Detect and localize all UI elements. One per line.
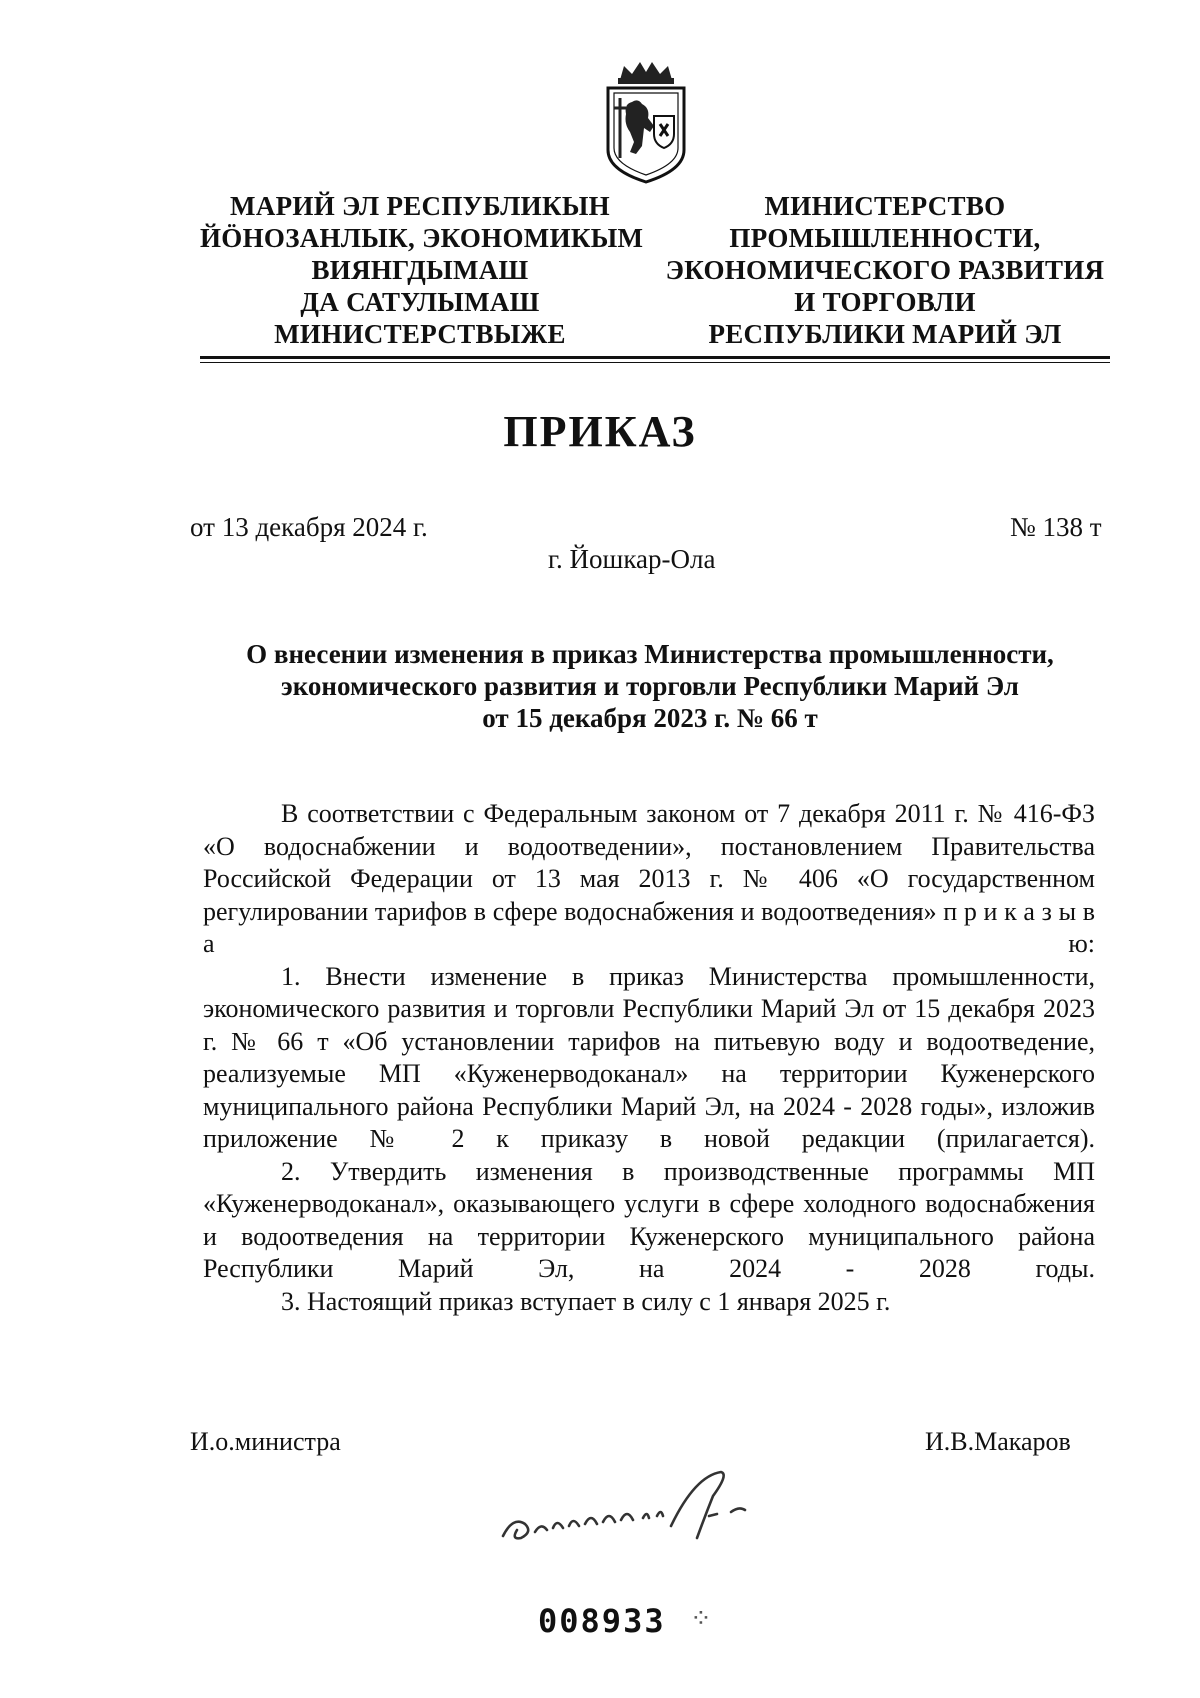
body-paragraph-preamble: В соответствии с Федеральным законом от 7 декабря 2011 г. № 416-ФЗ «О водоснабжении и водоотведении», постановлением Правительства Российской Федерации от 13 мая 2013 г. № 406 «О государственном регулировании тарифов в сфере водоснабжения и водоотведения» п р и к а з ы в а ю: <box>203 799 1095 958</box>
document-number: № 138 т <box>1010 512 1102 542</box>
body-paragraph-item-1: 1. Внести изменение в приказ Министерства промышленности, экономического развития и торговли Республики Марий Эл от 15 декабря 2023 г. № 66 т «Об установлении тарифов на питьевую воду и водоотведение, реализуемые МП «Куженерводоканал» на территории Куженерского муниципального района Республики Марий Эл, на 2024 - 2028 годы», изложив приложение № 2 к приказу в новой редакции (прилагается). <box>203 961 1095 1153</box>
body-paragraph-item-2: 2. Утвердить изменения в производственные программы МП «Куженерводоканал», оказывающего услуги в сфере холодного водоснабжения и водоотведения на территории Куженерского муниципального района Республики Марий Эл, на 2024 - 2028 годы. <box>203 1156 1095 1283</box>
body-paragraph-item-3: 3. Настоящий приказ вступает в силу с 1 января 2025 г. <box>281 1286 891 1316</box>
header-left-line: ЙӦНОЗАНЛЫК, ЭКОНОМИКЫМ <box>200 223 644 253</box>
header-right-line: МИНИСТЕРСТВО <box>764 191 1006 221</box>
header-right-line: ЭКОНОМИЧЕСКОГО РАЗВИТИЯ <box>665 255 1105 285</box>
subject-line: от 15 декабря 2023 г. № 66 т <box>482 703 818 733</box>
document-subject <box>150 638 1150 734</box>
coat-of-arms-emblem <box>598 58 694 186</box>
handwritten-signature <box>495 1466 785 1556</box>
document-title: ПРИКАЗ <box>503 407 697 456</box>
header-right-line: РЕСПУБЛИКИ МАРИЙ ЭЛ <box>708 319 1062 349</box>
header-marian <box>200 190 644 350</box>
serial-mark: ⁘ <box>690 1604 712 1633</box>
header-divider-thin <box>200 362 1110 363</box>
signatory-name: И.В.Макаров <box>925 1427 1071 1456</box>
header-left-line: МАРИЙ ЭЛ РЕСПУБЛИКЫН <box>230 191 610 221</box>
subject-line: О внесении изменения в приказ Министерства промышленности, <box>246 639 1054 669</box>
header-right-line: И ТОРГОВЛИ <box>794 287 976 317</box>
header-russian <box>655 190 1115 350</box>
header-left-line: МИНИСТЕРСТВЫЖЕ <box>274 319 566 349</box>
header-left-line: ДА САТУЛЫМАШ <box>300 287 540 317</box>
document-body <box>203 798 1095 1318</box>
header-left-line: ВИЯНГДЫМАШ <box>311 255 529 285</box>
header-divider <box>200 356 1110 359</box>
signatory-position: И.о.министра <box>190 1427 341 1456</box>
document-date: от 13 декабря 2024 г. <box>190 512 428 542</box>
header-right-line: ПРОМЫШЛЕННОСТИ, <box>729 223 1041 253</box>
document-city: г. Йошкар-Ола <box>548 544 716 574</box>
serial-number: 008933 <box>538 1602 666 1640</box>
subject-line: экономического развития и торговли Республики Марий Эл <box>281 671 1019 701</box>
